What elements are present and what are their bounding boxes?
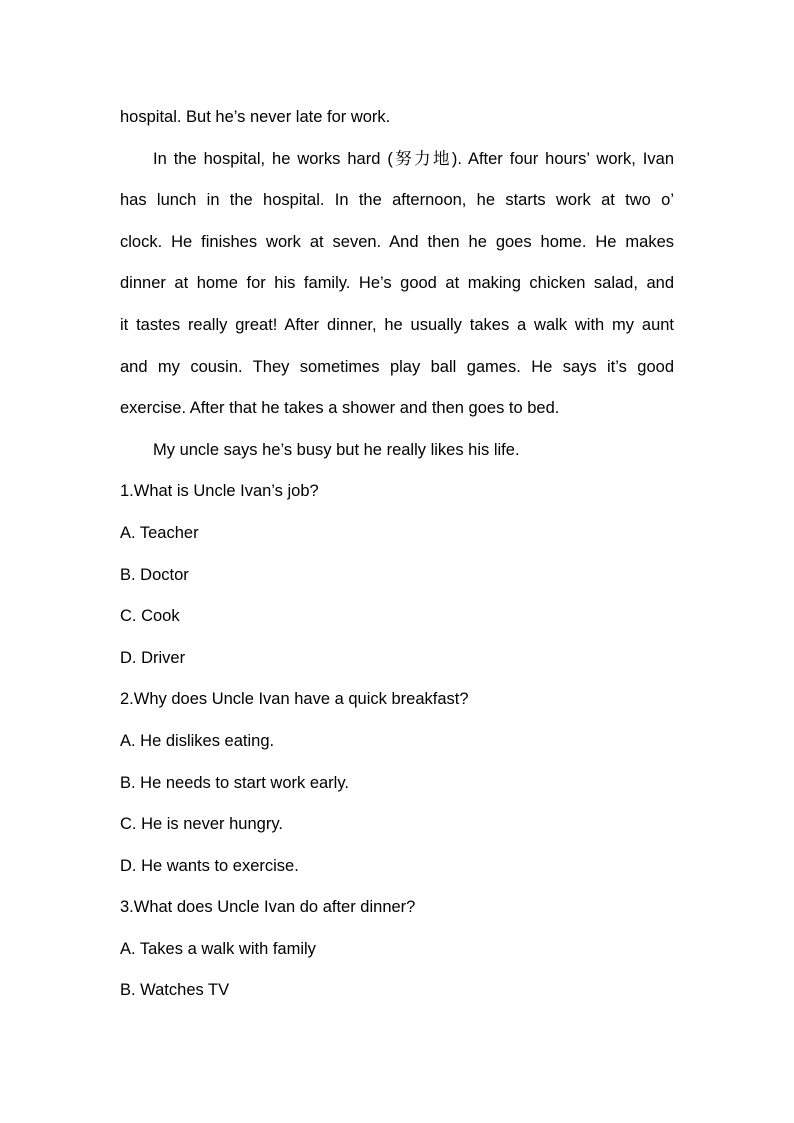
passage-line: exercise. After that he takes a shower and then goes to bed. bbox=[120, 399, 560, 418]
answer-option: D. He wants to exercise. bbox=[120, 856, 299, 875]
reading-passage bbox=[120, 97, 674, 471]
passage-line: and my cousin. They sometimes play ball games. He says it’s good bbox=[120, 357, 674, 376]
question-block bbox=[120, 471, 674, 679]
document-page bbox=[120, 97, 674, 1012]
answer-option: C. Cook bbox=[120, 607, 180, 626]
passage-line: has lunch in the hospital. In the afternoon, he starts work at two o’ bbox=[120, 191, 674, 210]
question-text: 3.What does Uncle Ivan do after dinner? bbox=[120, 898, 416, 917]
answer-option: D. Driver bbox=[120, 648, 186, 667]
answer-option: B. Watches TV bbox=[120, 981, 230, 1000]
passage-line: dinner at home for his family. He’s good at making chicken salad, and bbox=[120, 274, 674, 293]
question-text: 1.What is Uncle Ivan’s job? bbox=[120, 482, 319, 501]
question-text: 2.Why does Uncle Ivan have a quick breakfast? bbox=[120, 690, 469, 709]
answer-option: A. He dislikes eating. bbox=[120, 731, 275, 750]
passage-line: it tastes really great! After dinner, he usually takes a walk with my aunt bbox=[120, 315, 674, 334]
question-block bbox=[120, 887, 674, 1012]
passage-line: In the hospital, he works hard (努力地). After four hours’ work, Ivan bbox=[153, 149, 674, 168]
passage-line: hospital. But he’s never late for work. bbox=[120, 108, 391, 126]
answer-option: A. Teacher bbox=[120, 523, 199, 542]
answer-option: B. Doctor bbox=[120, 565, 189, 584]
passage-line: clock. He finishes work at seven. And then he goes home. He makes bbox=[120, 232, 674, 251]
answer-option: C. He is never hungry. bbox=[120, 815, 283, 834]
answer-option: B. He needs to start work early. bbox=[120, 773, 349, 792]
passage-line: My uncle says he’s busy but he really likes his life. bbox=[153, 440, 520, 459]
question-block bbox=[120, 679, 674, 887]
answer-option: A. Takes a walk with family bbox=[120, 939, 316, 958]
